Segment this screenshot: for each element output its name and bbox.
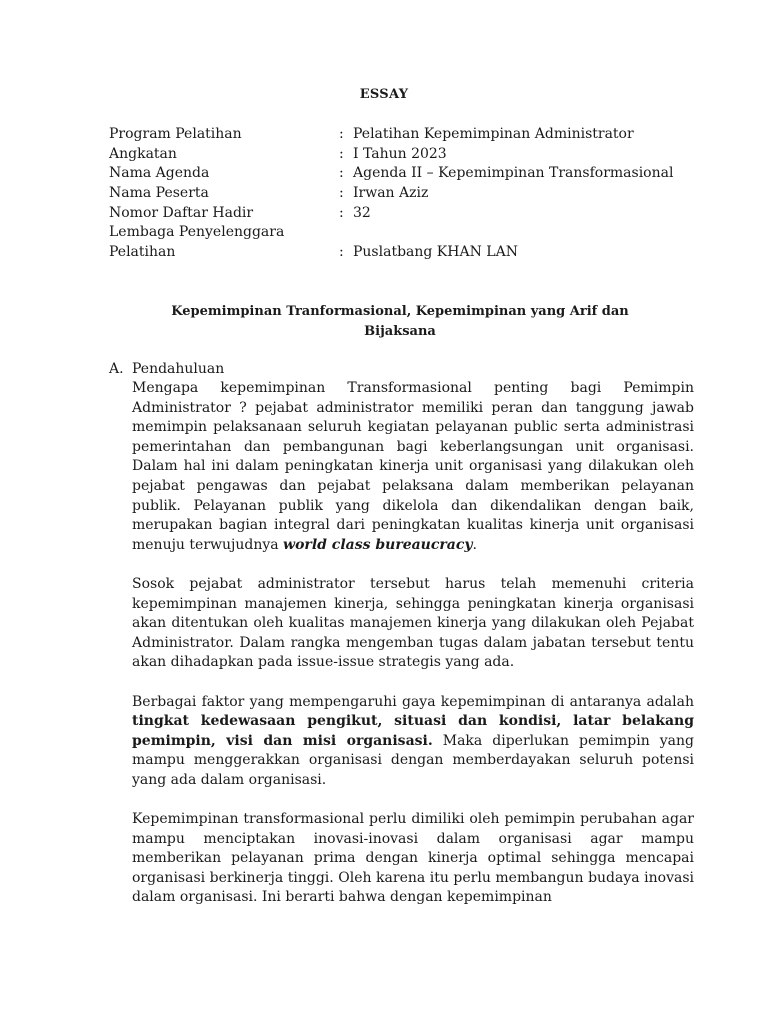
info-row-angkatan [109, 145, 699, 165]
section-title: Pendahuluan [132, 361, 225, 377]
paragraph-1-emphasis: world class bureaucracy [283, 536, 473, 553]
info-colon: : [339, 185, 344, 202]
info-label: Nomor Daftar Hadir [109, 204, 254, 221]
info-row-peserta [109, 184, 699, 204]
subtitle-line-2: Bijaksana [364, 324, 436, 339]
info-colon: : [339, 126, 344, 142]
info-row-program [109, 125, 699, 145]
paragraph-1-text: Mengapa kepemimpinan Transformasional penting bagi Pemimpin Administrator ? pejabat administrator memiliki peran dan tanggung jawab memimpin pelaksanaan seluruh kegiatan pelayanan public serta administrasi pemerintahan dan pembangunan bagi keberlangsungan unit organisasi. Dalam hal ini dalam peningkatan kinerja unit organisasi yang dilakukan oleh pejabat pengawas dan pejabat pelaksana dalam memberikan pelayanan publik. Pelayanan publik yang dikelola dan dikendalikan dengan baik, merupakan bagian integral dari peningkatan kualitas kinerja unit organisasi menuju terwujudnya [132, 380, 694, 553]
paragraph-1 [132, 379, 694, 555]
paragraph-3-bold: tingkat kedewasaan pengikut, situasi dan kondisi, latar belakang pemimpin, visi dan misi organisasi. [132, 713, 694, 749]
info-value [353, 223, 699, 243]
info-value: Agenda II – Kepemimpinan Transformasional [353, 165, 674, 182]
info-row-agenda [109, 164, 699, 184]
info-value: 32 [353, 204, 371, 221]
info-label: Angkatan [109, 145, 177, 162]
info-value: Irwan Aziz [353, 185, 429, 202]
info-row-lembaga [109, 223, 699, 243]
info-label: Nama Peserta [109, 185, 209, 202]
paragraph-2: Sosok pejabat administrator tersebut harus telah memenuhi criteria kepemimpinan manajemen kinerja, sehingga peningkatan kinerja organisasi akan ditentukan oleh kualitas manajemen kinerja yang dilakukan oleh Pejabat Administrator. Dalam rangka mengemban tugas dalam jabatan tersebut tentu akan dihadapkan pada issue-issue strategis yang ada. [132, 575, 694, 671]
info-value: I Tahun 2023 [353, 145, 447, 162]
paragraph-4: Kepemimpinan transformasional perlu dimiliki oleh pemimpin perubahan agar mampu menciptakan inovasi-inovasi dalam organisasi agar mampu memberikan pelayanan prima dengan kinerja optimal sehingga mencapai organisasi berkinerja tinggi. Oleh karena itu perlu membangun budaya inovasi dalam organisasi. Ini berarti bahwa dengan kepemimpinan [132, 811, 694, 906]
info-row-nomor [109, 204, 699, 224]
paragraph-3 [132, 693, 694, 791]
info-label: Pelatihan [109, 244, 176, 261]
participant-info-table [109, 125, 699, 263]
info-value: Pelatihan Kepemimpinan Administrator [353, 126, 634, 142]
paragraph-1-end: . [472, 536, 477, 553]
info-colon: : [339, 165, 344, 182]
section-heading [109, 359, 224, 379]
info-row-pelatihan [109, 243, 699, 263]
paragraph-3-start: Berbagai faktor yang mempengaruhi gaya kepemimpinan di antaranya adalah [132, 693, 694, 710]
paragraph-3-end: Maka diperlukan pemimpin yang mampu menggerakkan organisasi dengan memberdayakan seluruh potensi yang ada dalam organisasi. [132, 732, 695, 788]
info-colon: : [339, 145, 344, 162]
info-label: Program Pelatihan [109, 126, 242, 142]
info-colon [339, 223, 353, 243]
info-label: Lembaga Penyelenggara [109, 224, 285, 241]
info-colon: : [339, 204, 344, 221]
info-label: Nama Agenda [109, 165, 210, 182]
essay-title: ESSAY [359, 87, 409, 102]
section-body [132, 379, 694, 908]
info-value: Puslatbang KHAN LAN [353, 244, 518, 261]
subtitle-line-1: Kepemimpinan Tranformasional, Kepemimpinan yang Arif dan [171, 304, 629, 319]
info-colon: : [339, 244, 344, 261]
essay-subtitle [130, 302, 670, 342]
section-letter: A. [109, 361, 124, 377]
